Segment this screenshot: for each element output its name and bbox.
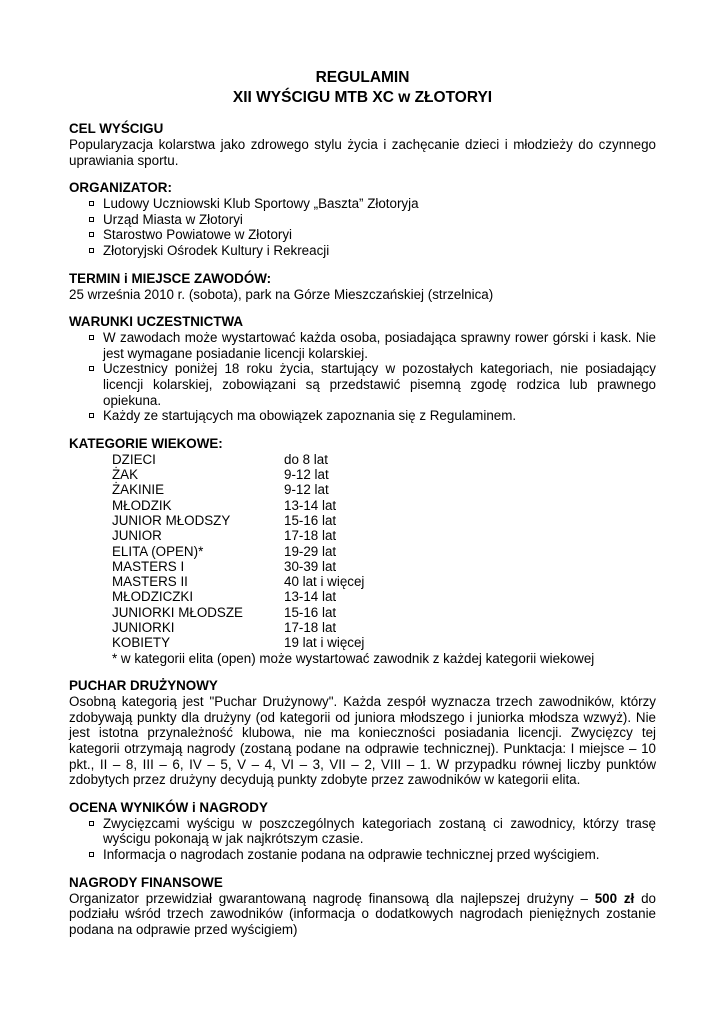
list-item-text: Złotoryjski Ośrodek Kultury i Rekreacji <box>103 242 330 258</box>
section-heading: NAGRODY FINANSOWE <box>69 874 223 890</box>
section-heading: ORGANIZATOR: <box>69 180 172 196</box>
category-name: ŻAKINIE <box>112 482 165 498</box>
category-age: 17-18 lat <box>284 619 337 635</box>
section-heading: CEL WYŚCIGU <box>69 121 164 136</box>
table-row <box>112 498 364 513</box>
category-name: KOBIETY <box>112 635 171 651</box>
title-block <box>69 68 656 108</box>
document-subtitle: XII WYŚCIGU MTB XC w ZŁOTORYI <box>232 89 493 106</box>
square-bullet-icon <box>89 821 94 826</box>
category-name: MŁODZICZKI <box>112 589 194 605</box>
category-age: 40 lat i więcej <box>284 574 365 590</box>
category-age: 15-16 lat <box>284 604 337 620</box>
category-name: ELITA (OPEN)* <box>112 543 204 559</box>
category-name: JUNIOR <box>112 528 162 544</box>
section-text: Osobną kategorią jest "Puchar Drużynowy". Każda zespół wyznacza trzech zawodników, którzy zdobywają punkty dla drużyny (od kategorii od juniora młodszego i juniorka młodsza wzwyż). Nie jest istotna przynależność klubowa, nie ma konieczności posiadania licencji. Zwycięzcy tej kategorii otrzymają nagrody (zostaną podane na odprawie technicznej). Punktacja: I miejsce – 10 pkt., II – 8, III – 6, IV – 5, V – 4, VI – 3, VII – 2, VIII – 1. W przypadku równej liczby punktów zdobytych przez drużyny decydują punkty zdobyte przez zawodników w kategorii elita. <box>69 694 656 788</box>
list-item-text: Każdy ze startujących ma obowiązek zapoznania się z Regulaminem. <box>103 408 517 424</box>
table-row <box>112 559 364 574</box>
section-nagrody <box>69 875 656 938</box>
list-item-text: Starostwo Powiatowe w Złotoryi <box>103 227 293 243</box>
prize-text-after: do podziału wśród trzech zawodników (informacja o dodatkowych nagrodach pieniężnych zostanie podana na odprawie przed wyścigiem) <box>69 890 656 937</box>
category-age: 19 lat i więcej <box>284 635 365 651</box>
section-heading: PUCHAR DRUŻYNOWY <box>69 678 218 694</box>
list-item <box>85 816 656 847</box>
category-name: JUNIORKI <box>112 619 175 635</box>
table-row <box>112 544 364 559</box>
category-age: 13-14 lat <box>284 497 337 513</box>
table-row <box>112 635 364 650</box>
list-item-text: Zwycięzcami wyścigu w poszczególnych kategoriach zostaną ci zawodnicy, którzy trasę wyścigu pokonają w jak najkrótszym czasie. <box>103 815 656 847</box>
category-age: 19-29 lat <box>284 543 337 559</box>
category-name: MŁODZIK <box>112 497 172 513</box>
list-item <box>85 227 656 243</box>
category-name: JUNIORKI MŁODSZE <box>112 604 243 620</box>
square-bullet-icon <box>89 201 94 206</box>
categories-footnote: * w kategorii elita (open) może wystartować zawodnik z każdej kategorii wiekowej <box>112 650 595 666</box>
section-puchar <box>69 678 656 788</box>
table-row <box>112 452 364 467</box>
category-name: DZIECI <box>112 451 156 467</box>
table-row <box>112 482 364 497</box>
section-heading: TERMIN i MIEJSCE ZAWODÓW: <box>69 270 272 286</box>
section-warunki <box>69 314 656 424</box>
category-age: 9-12 lat <box>284 467 329 483</box>
section-ocena <box>69 800 656 863</box>
square-bullet-icon <box>89 335 94 340</box>
square-bullet-icon <box>89 248 94 253</box>
category-name: MASTERS II <box>112 574 188 590</box>
category-age: 13-14 lat <box>284 589 337 605</box>
list-item-text: Uczestnicy poniżej 18 roku życia, startujący w pozostałych kategoriach, nie posiadający licencji kolarskiej, zobowiązani są przedstawić pisemną zgodę rodzica lub prawnego opiekuna. <box>103 361 656 408</box>
section-kategorie <box>69 436 656 666</box>
list-item-text: Informacja o nagrodach zostanie podana na odprawie technicznej przed wyścigiem. <box>103 846 600 862</box>
ocena-list <box>69 816 656 863</box>
list-item <box>85 212 656 228</box>
prize-amount: 500 zł <box>594 890 635 906</box>
category-age: 15-16 lat <box>284 512 337 528</box>
section-text: Popularyzacja kolarstwa jako zdrowego stylu życia i zachęcanie dzieci i młodzieży do czynnego uprawiania sportu. <box>69 137 656 168</box>
list-item <box>85 408 656 424</box>
list-item <box>85 361 656 408</box>
categories-table <box>112 452 364 651</box>
organizator-list <box>69 196 656 258</box>
category-name: MASTERS I <box>112 558 185 574</box>
table-row <box>112 589 364 604</box>
section-heading: WARUNKI UCZESTNICTWA <box>69 314 244 330</box>
list-item <box>85 196 656 212</box>
warunki-list <box>69 330 656 424</box>
square-bullet-icon <box>89 366 94 371</box>
section-heading: KATEGORIE WIEKOWE: <box>69 435 223 451</box>
table-row <box>112 513 364 528</box>
table-row <box>112 574 364 589</box>
list-item-text: W zawodach może wystartować każda osoba, posiadająca sprawny rower górski i kask. Nie jest wymagane posiadanie licencji kolarskiej. <box>103 330 656 361</box>
list-item-text: Ludowy Uczniowski Klub Sportowy „Baszta” Złotoryja <box>103 196 419 212</box>
section-termin <box>69 271 656 303</box>
section-text <box>69 891 656 938</box>
section-text: 25 września 2010 r. (sobota), park na Górze Mieszczańskiej (strzelnica) <box>69 286 494 302</box>
category-name: JUNIOR MŁODSZY <box>112 512 231 528</box>
list-item <box>85 243 656 259</box>
category-name: ŻAK <box>112 467 139 483</box>
category-age: 9-12 lat <box>284 482 329 498</box>
table-row <box>112 467 364 482</box>
prize-text-before: Organizator przewidział gwarantowaną nagrodę finansową dla najlepszej drużyny – <box>69 890 595 906</box>
square-bullet-icon <box>89 232 94 237</box>
square-bullet-icon <box>89 217 94 222</box>
table-row <box>112 605 364 620</box>
category-age: do 8 lat <box>284 451 328 467</box>
square-bullet-icon <box>89 413 94 418</box>
section-organizator <box>69 180 656 258</box>
list-item-text: Urząd Miasta w Złotoryi <box>103 211 243 227</box>
category-age: 30-39 lat <box>284 558 337 574</box>
table-row <box>112 620 364 635</box>
list-item <box>85 330 656 361</box>
list-item <box>85 847 656 863</box>
section-heading: OCENA WYNIKÓW i NAGRODY <box>69 799 268 815</box>
square-bullet-icon <box>89 852 94 857</box>
document-title: REGULAMIN <box>315 69 410 86</box>
table-row <box>112 528 364 543</box>
category-age: 17-18 lat <box>284 528 337 544</box>
section-cel <box>69 121 656 168</box>
